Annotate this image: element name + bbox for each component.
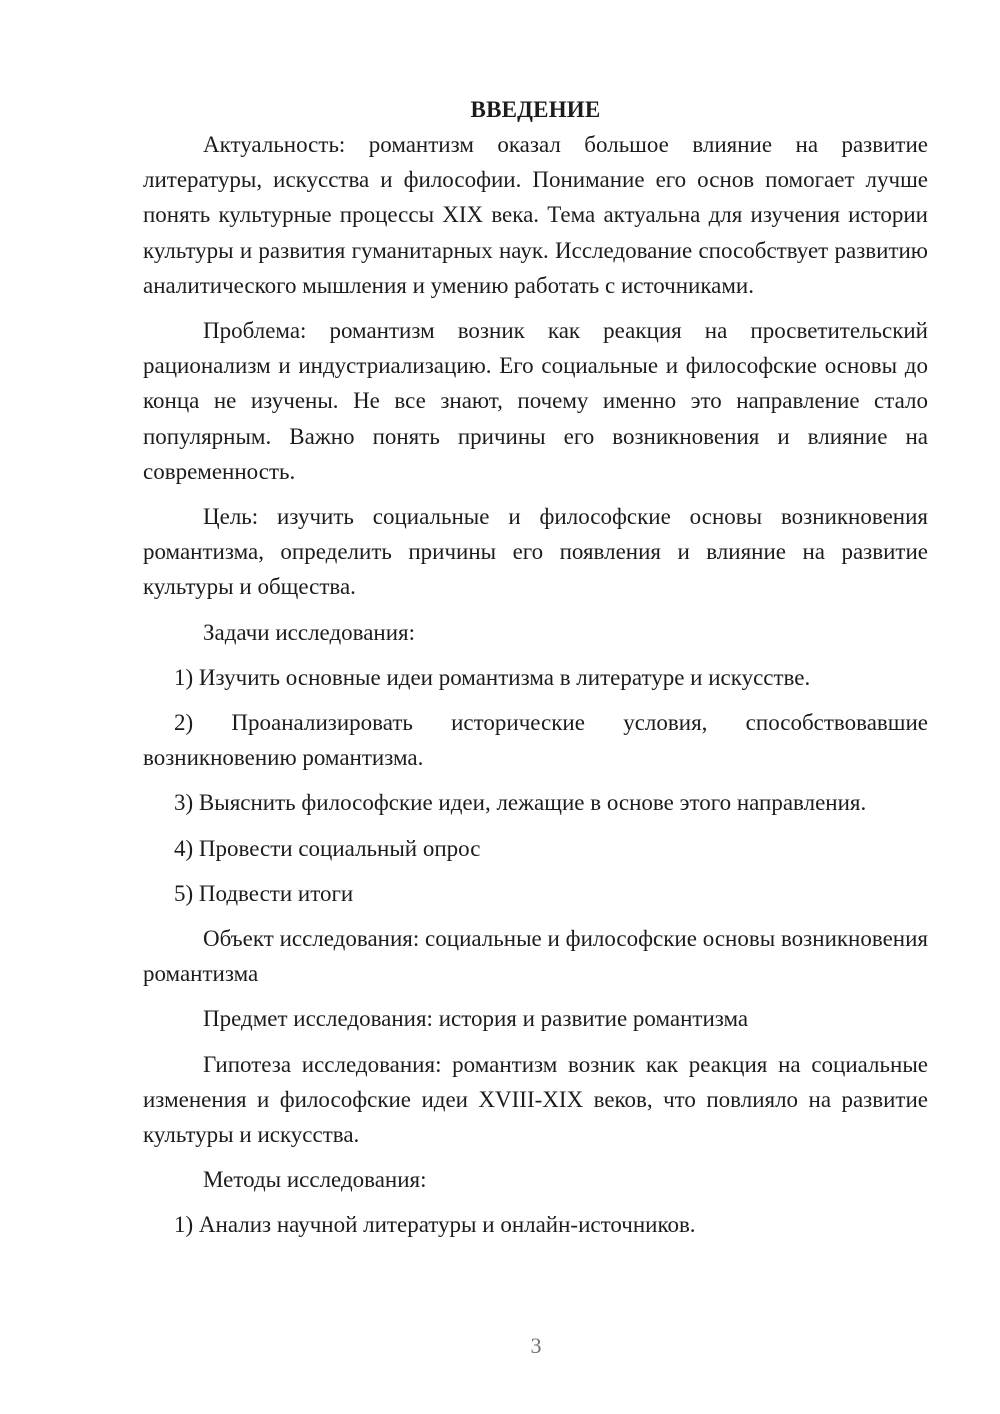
section-heading: ВВЕДЕНИЕ: [470, 97, 601, 122]
method-item-1: 1) Анализ научной литературы и онлайн-источников.: [174, 1212, 696, 1238]
task-item-4: 4) Провести социальный опрос: [174, 835, 481, 861]
task-item-1: 1) Изучить основные идеи романтизма в литературе и искусстве.: [174, 664, 811, 690]
tasks-title: Задачи исследования:: [203, 619, 416, 645]
task-item-5: 5) Подвести итоги: [174, 880, 354, 906]
document-page: [143, 92, 928, 1253]
problem-paragraph: Проблема: романтизм возник как реакция на просветительский рационализм и индустриализацию. Его социальные и философские основы до конца не изучены. Не все знают, почему именно это направление стало популярным. Важно понять причины его возникновения и влияние на современность.: [143, 318, 928, 484]
goal-paragraph: Цель: изучить социальные и философские основы возникновения романтизма, определить причины его появления и влияние на развитие культуры и общества.: [143, 504, 928, 600]
subject-paragraph: Предмет исследования: история и развитие романтизма: [203, 1006, 749, 1032]
hypothesis-paragraph: Гипотеза исследования: романтизм возник как реакция на социальные изменения и философские идеи XVIII-XIX веков, что повлияло на развитие культуры и искусства.: [143, 1051, 928, 1148]
task-item-2: 2) Проанализировать исторические условия, способствовавшие возникновению романтизма.: [143, 710, 928, 771]
methods-title: Методы исследования:: [203, 1167, 427, 1193]
page-number: 3: [530, 1333, 542, 1358]
task-item-3: 3) Выяснить философские идеи, лежащие в основе этого направления.: [174, 790, 867, 816]
relevance-paragraph: Актуальность: романтизм оказал большое влияние на развитие литературы, искусства и философии. Понимание его основ помогает лучше понять культурные процессы XIX века. Тема актуальна для изучения истории культуры и развития гуманитарных наук. Исследование способствует развитию аналитического мышления и умению работать с источниками.: [143, 132, 928, 298]
object-paragraph: Объект исследования: социальные и философские основы возникновения романтизма: [143, 926, 928, 987]
